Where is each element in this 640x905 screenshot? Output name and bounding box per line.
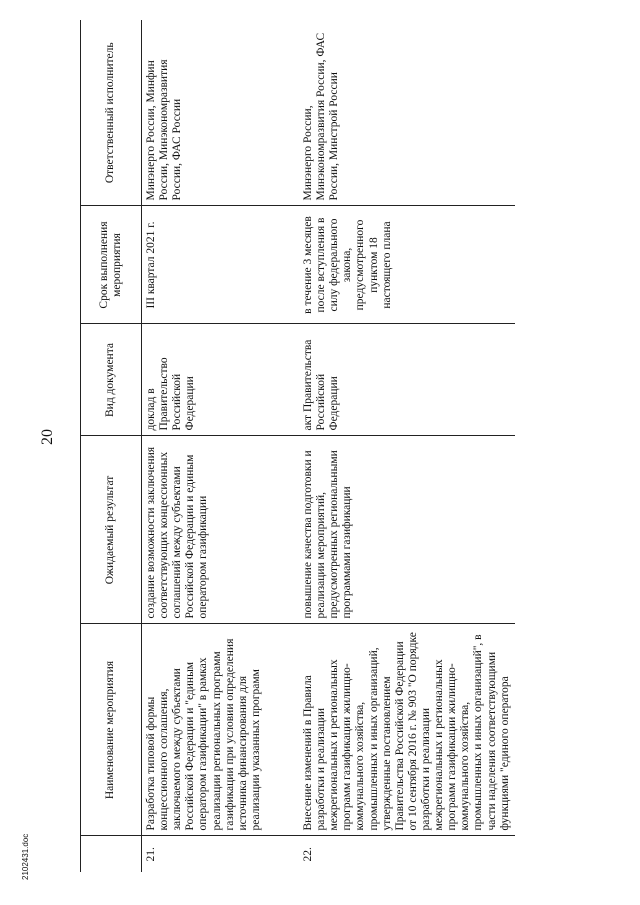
header-deadline: Срок выполнения мероприятия	[81, 206, 142, 324]
expected-result: повышение качества подготовки и реализации мероприятий, предусмотренных региональными программами газификации	[298, 436, 515, 624]
document-file-code: 2102431.doc	[21, 833, 30, 880]
header-name: Наименование мероприятия	[81, 624, 142, 836]
header-number	[81, 836, 142, 872]
header-doc-type: Вид документа	[81, 324, 142, 436]
rotated-table-container	[80, 20, 640, 872]
responsible-executor: Минэнерго России, Минфин России, Минэкономразвития России, ФАС России	[142, 20, 299, 206]
expected-result: создание возможности заключения соответствующих концессионных соглашений между субъектами Российской Федерации и единым оператором газификации	[142, 436, 299, 624]
deadline: в течение 3 месяцев после вступления в силу федерального закона, предусмотренного пунктом 18 настоящего плана	[298, 206, 515, 324]
measure-name: Разработка типовой формы концессионного соглашения, заключаемого между субъектами Российской Федерации и "единым оператором газификации" в рамках реализации региональных программ газификации при условии определения источника финансирования для реализации указанных программ	[142, 624, 299, 836]
table-row	[142, 20, 299, 872]
measure-name: Внесение изменений в Правила разработки и реализации межрегиональных и региональных программ газификации жилищно-коммунального хозяйства, промышленных и иных организаций, утвержденные постановлением Правительства Российской Федерации от 10 сентября 2016 г. № 903 "О порядке разработки и реализации межрегиональных и региональных программ газификации жилищно-коммунального хозяйства, промышленных и иных организаций", в части наделения соответствующими функциями "единого оператора	[298, 624, 515, 836]
deadline: III квартал 2021 г.	[142, 206, 299, 324]
responsible-executor: Минэнерго России, Минэкономразвития России, ФАС России, Минстрой России	[298, 20, 515, 206]
row-number: 22.	[298, 836, 515, 872]
table-row	[298, 20, 515, 872]
header-executor: Ответственный исполнитель	[81, 20, 142, 206]
table-header-row	[81, 20, 142, 872]
header-result: Ожидаемый результат	[81, 436, 142, 624]
page-number: 20	[39, 429, 56, 445]
document-type: акт Правительства Российской Федерации	[298, 324, 515, 436]
row-number: 21.	[142, 836, 299, 872]
document-type: доклад в Правительство Российской Федерации	[142, 324, 299, 436]
action-plan-table	[80, 20, 515, 872]
